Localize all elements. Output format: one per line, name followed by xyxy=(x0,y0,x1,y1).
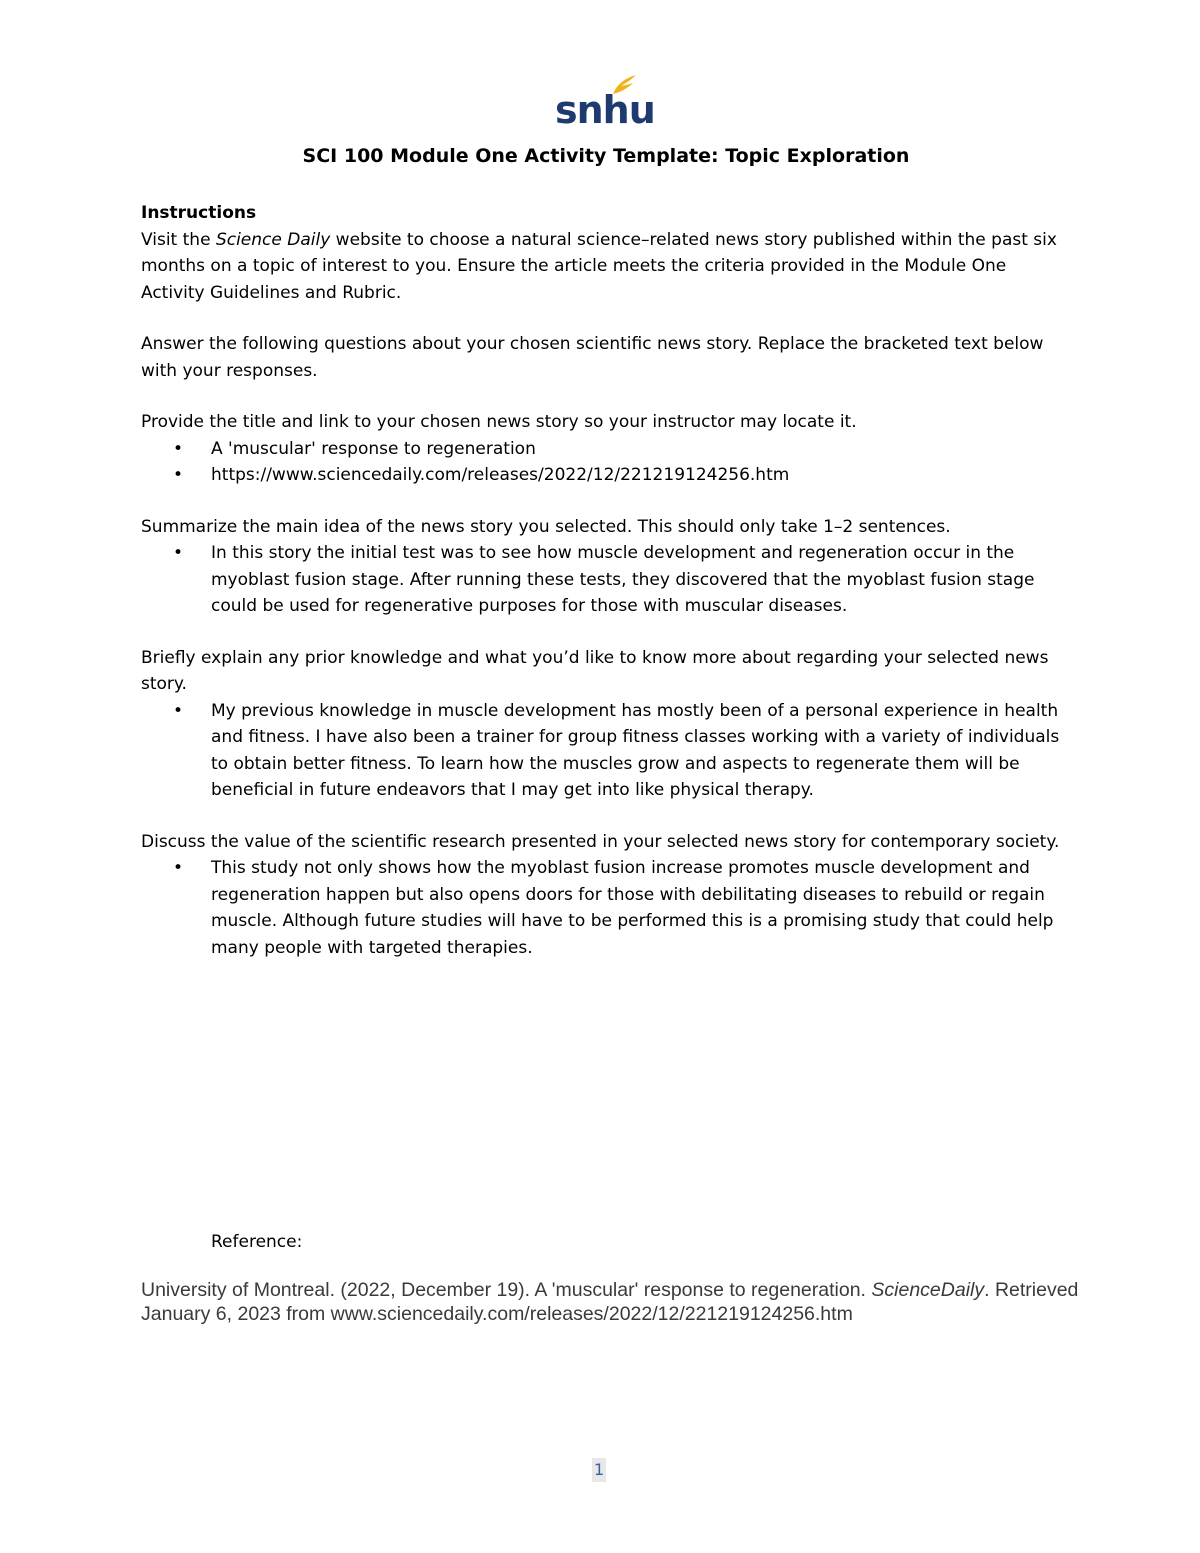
answer-instructions: Answer the following questions about your chosen scientific news story. Replace the bracketed text below with your responses. xyxy=(141,334,1044,381)
answer-list-4 xyxy=(141,855,1071,961)
citation-source-italic: ScienceDaily xyxy=(871,1279,985,1301)
logo-wordmark: snhu xyxy=(555,88,655,132)
list-item xyxy=(173,698,1071,804)
bullet-icon: • xyxy=(173,700,184,721)
science-daily-italic: Science Daily xyxy=(215,229,331,250)
instructions-text-start: Visit the xyxy=(141,229,216,250)
snhu-logo xyxy=(553,74,655,134)
question-2: Summarize the main idea of the news story you selected. This should only take 1–2 sentences. xyxy=(141,516,951,537)
answer-list-3 xyxy=(141,698,1071,804)
list-item xyxy=(173,462,1071,489)
instructions-paragraph xyxy=(141,227,1071,307)
instructions-text-end: website to choose a natural science–related news story published within the past six months on a topic of interest to you. Ensure the article meets the criteria provided in the Module One Activity Guidelines and Rubric. xyxy=(141,229,1057,303)
bullet-icon: • xyxy=(173,438,184,459)
page-title: SCI 100 Module One Activity Template: Topic Exploration xyxy=(302,145,910,167)
story-title: A 'muscular' response to regeneration xyxy=(211,438,536,459)
question-4: Discuss the value of the scientific research presented in your selected news story for contemporary society. xyxy=(141,831,1060,852)
list-item xyxy=(173,540,1071,620)
list-item xyxy=(173,436,1071,463)
question-1: Provide the title and link to your chosen news story so your instructor may locate it. xyxy=(141,412,857,432)
page-number: 1 xyxy=(592,1458,606,1482)
value-answer: This study not only shows how the myoblast fusion increase promotes muscle development and regeneration happen but also opens doors for those with debilitating diseases to rebuild or regain muscle. Although future studies will have to be performed this is a promising study that could help many people with targeted therapies. xyxy=(211,858,1054,958)
story-link: https://www.sciencedaily.com/releases/2022/12/221219124256.htm xyxy=(211,465,790,485)
list-item xyxy=(173,855,1071,961)
summary-answer: In this story the initial test was to see how muscle development and regeneration occur in the myoblast fusion stage. After running these tests, they discovered that the myoblast fusion stage could be used for regenerative purposes for those with muscular diseases. xyxy=(211,543,1035,616)
answer-list-2 xyxy=(141,540,1071,620)
question-3: Briefly explain any prior knowledge and what you’d like to know more about regarding your selected news story. xyxy=(141,647,1049,694)
reference-heading: Reference: xyxy=(211,1232,303,1252)
answer-list-1 xyxy=(141,436,1071,489)
instructions-heading: Instructions xyxy=(141,203,257,223)
citation-text-end: . Retrieved January 6, 2023 from www.sciencedaily.com/releases/2022/12/221219124256.htm xyxy=(141,1279,1079,1325)
bullet-icon: • xyxy=(173,543,184,563)
reference-citation xyxy=(141,1278,1101,1326)
citation-text-start: University of Montreal. (2022, December 19). A 'muscular' response to regeneration. xyxy=(141,1279,872,1301)
document-body xyxy=(141,142,1071,961)
bullet-icon: • xyxy=(173,465,184,485)
bullet-icon: • xyxy=(173,858,184,878)
prior-knowledge-answer: My previous knowledge in muscle development has mostly been of a personal experience in health and fitness. I have also been a trainer for group fitness classes working with a variety of individuals to obtain better fitness. To learn how the muscles grow and aspects to regenerate them will be beneficial in future endeavors that I may get into like physical therapy. xyxy=(211,700,1060,800)
